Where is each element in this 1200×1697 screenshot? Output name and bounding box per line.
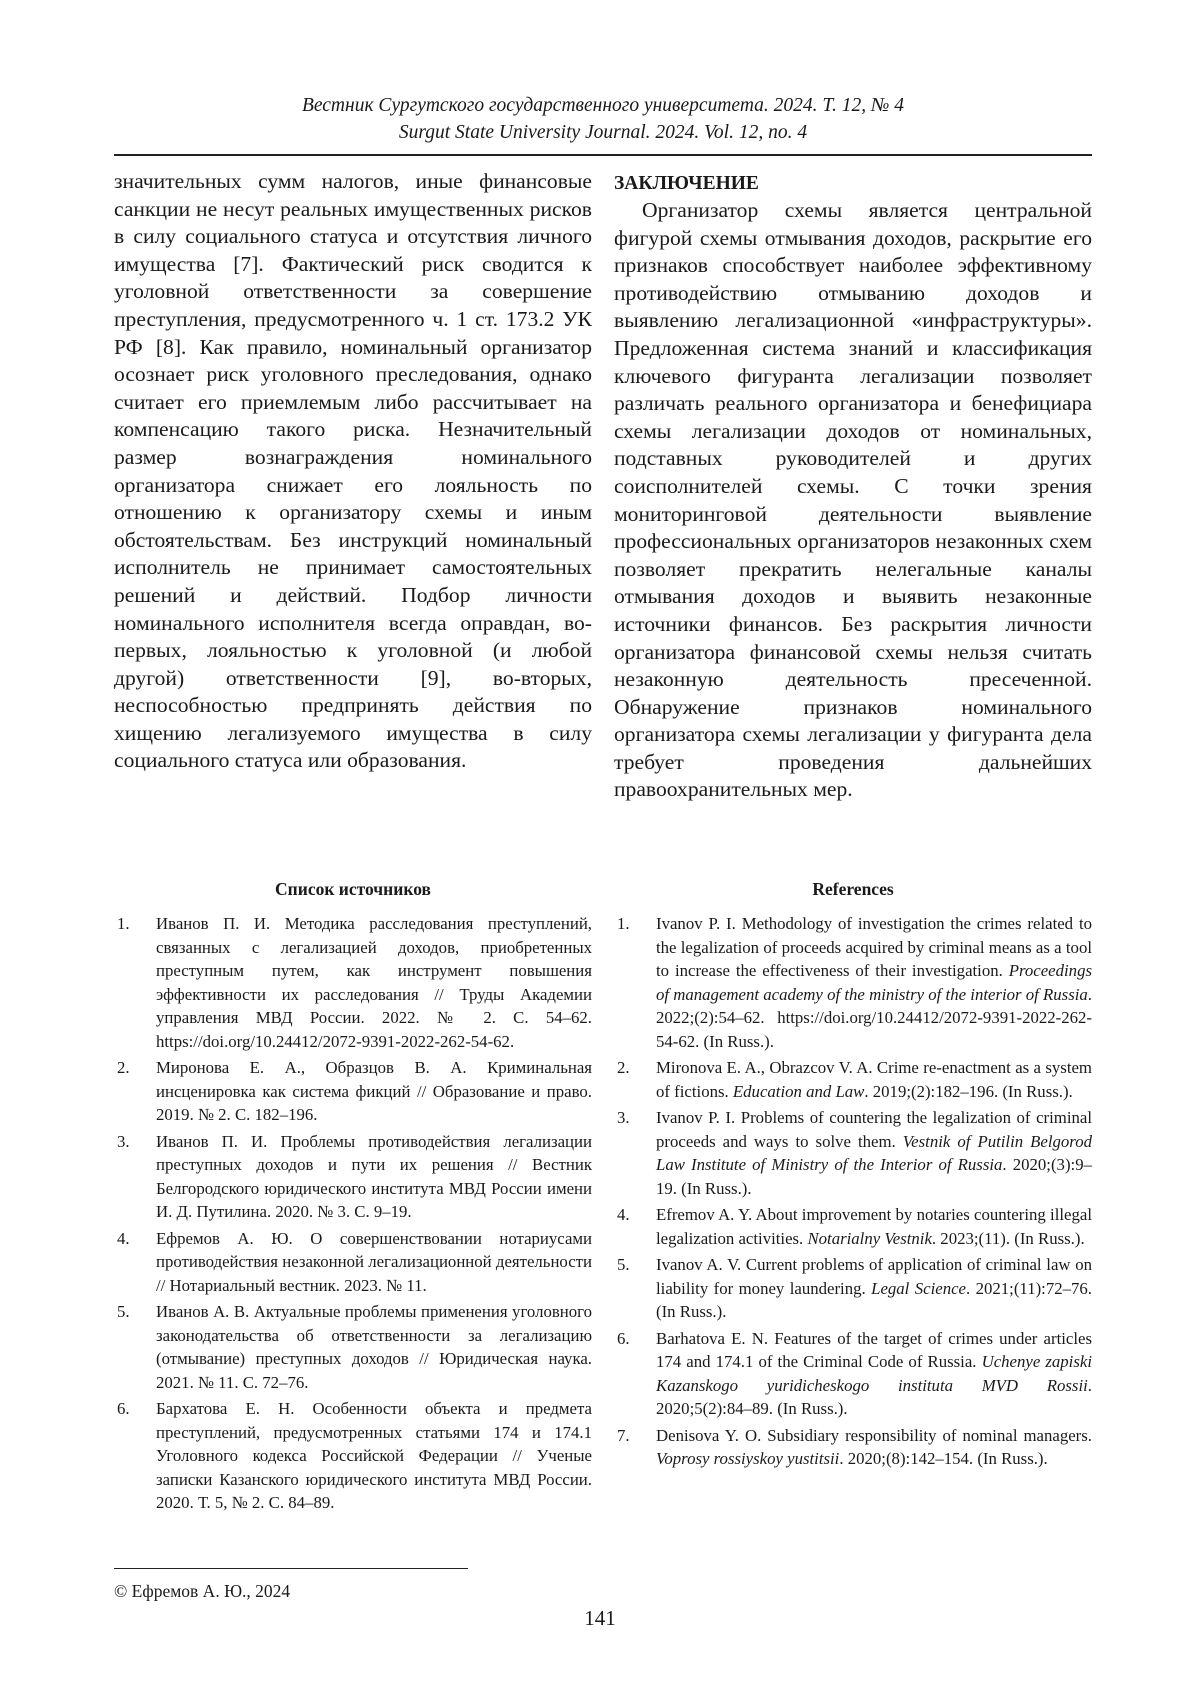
reference-en-item: 4. Efremov A. Y. About improvement by notaries countering illegal legalization activities. Notarialny Vestnik. 2023;(11). (In Russ.). [617, 1205, 1092, 1248]
footnote-divider [114, 1568, 468, 1569]
references-ru-title: Список источников [275, 879, 431, 899]
reference-en-item: 7. Denisova Y. O. Subsidiary responsibility of nominal managers. Voprosy rossiyskoy yustitsii. 2020;(8):142–154. (In Russ.). [617, 1425, 1092, 1468]
header-divider [114, 154, 1092, 156]
reference-ru-item: 4. Ефремов А. Ю. О совершенствовании нотариусами противодействия незаконной легализационной деятельности // Нотариальный вестник. 2023. № 11. [117, 1228, 592, 1295]
left-column-body [114, 168, 592, 775]
reference-ru-item: 3. Иванов П. И. Проблемы противодействия легализации преступных доходов и пути их решения // Вестник Белгородского юридического института МВД России имени И. Д. Путилина. 2020. № 3. С. 9–19. [117, 1131, 592, 1221]
journal-header [114, 92, 1092, 146]
reference-en-item: 3. Ivanov P. I. Problems of countering the legalization of criminal proceeds and ways to solve them. Vestnik of Putilin Belgorod Law Institute of Ministry of the Interior of Russia. 2020;(3):9–19. (In Russ.). [617, 1108, 1092, 1198]
reference-en-item: 5. Ivanov A. V. Current problems of application of criminal law on liability for money laundering. Legal Science. 2021;(11):72–76. (In Russ.). [617, 1255, 1092, 1321]
reference-ru-item: 2. Миронова Е. А., Образцов В. А. Криминальная инсценировка как система фикций // Образование и право. 2019. № 2. С. 182–196. [117, 1058, 592, 1124]
copyright-note: © Ефремов А. Ю., 2024 [114, 1581, 291, 1601]
conclusion-paragraph: Организатор схемы является центральной фигурой схемы отмывания доходов, раскрытие его признаков способствует наиболее эффективному противодействию отмыванию доходов и выявлению легализационной «инфраструктуры». Предложенная система знаний и классификация ключевого фигуранта легализации позволяет различать реального организатора и бенефициара схемы легализации доходов от номинальных, подставных руководителей и других соисполнителей схемы. С точки зрения мониторинговой деятельности выявление профессиональных организаторов незаконных схем позволяет прекратить нелегальные каналы отмывания доходов и выявить незаконные источники финансов. Без раскрытия личности организатора финансовой схемы нельзя считать незаконную деятельность пресеченной. Обнаружение признаков номинального организатора схемы легализации у фигуранта дела требует проведения дальнейших правоохранительных мер. [614, 198, 1092, 802]
reference-en-item: 6. Barhatova E. N. Features of the target of crimes under articles 174 and 174.1 of the Criminal Code of Russia. Uchenye zapiski Kazanskogo yuridicheskogo instituta MVD Rossii. 2020;5(2):84–89. (In Russ.). [617, 1328, 1092, 1418]
references-en-list [614, 912, 1092, 1474]
journal-header-ru: Вестник Сургутского государственного университета. 2024. Т. 12, № 4 [301, 95, 905, 116]
reference-ru-item: 5. Иванов А. В. Актуальные проблемы применения уголовного законодательства об ответственности за легализацию (отмывание) преступных доходов // Юридическая наука. 2021. № 11. С. 72–76. [117, 1302, 592, 1392]
conclusion-heading: ЗАКЛЮЧЕНИЕ [614, 173, 759, 194]
journal-header-en: Surgut State University Journal. 2024. Vol. 12, no. 4 [398, 122, 808, 143]
right-column-body [614, 170, 1092, 804]
left-paragraph: значительных сумм налогов, иные финансовые санкции не несут реальных имущественных рисков в силу социального статуса и отсутствия личного имущества [7]. Фактический риск сводится к уголовной ответственности за совершение преступления, предусмотренного ч. 1 ст. 173.2 УК РФ [8]. Как правило, номинальный организатор осознает риск уголовного преследования, однако считает его приемлемым либо рассчитывает на компенсацию такого риска. Незначительный размер вознаграждения номинального организатора снижает его лояльность по отношению к организатору схемы и иным обстоятельствам. Без инструкций номинальный исполнитель не принимает самостоятельных решений и действий. Подбор личности номинального исполнителя всегда оправдан, во-первых, лояльностью к уголовной (и любой другой) ответственности [9], во-вторых, неспособностью предпринять действия по хищению легализуемого имущества в силу социального статуса или образования. [114, 169, 592, 773]
references-ru-list [114, 912, 592, 1518]
reference-en-item: 1. Ivanov P. I. Methodology of investigation the crimes related to the legalization of proceeds acquired by criminal means as a tool to increase the effectiveness of their investigation. Proceedings of management academy of the ministry of the interior of Russia. 2022;(2):54–62. https://doi.org/10.24412/2072-9391-2022-262-54-62. (In Russ.). [617, 914, 1092, 1051]
references-en-title: References [812, 879, 894, 899]
reference-ru-item: 1. Иванов П. И. Методика расследования преступлений, связанных с легализацией доходов, приобретенных преступным путем, как инструмент повышения эффективности их расследования // Труды Академии управления МВД России. 2022. № 2. С. 54–62. https://doi.org/10.24412/2072-9391-2022-262-54-62. [117, 914, 592, 1051]
reference-en-item: 2. Mironova E. A., Obrazcov V. A. Crime re-enactment as a system of fictions. Education and Law. 2019;(2):182–196. (In Russ.). [617, 1058, 1092, 1101]
page-number: 141 [584, 1606, 616, 1630]
reference-ru-item: 6. Бархатова Е. Н. Особенности объекта и предмета преступлений, предусмотренных статьями 174 и 174.1 Уголовного кодекса Российской Федерации // Ученые записки Казанского юридического института МВД России. 2020. Т. 5, № 2. С. 84–89. [117, 1399, 592, 1512]
